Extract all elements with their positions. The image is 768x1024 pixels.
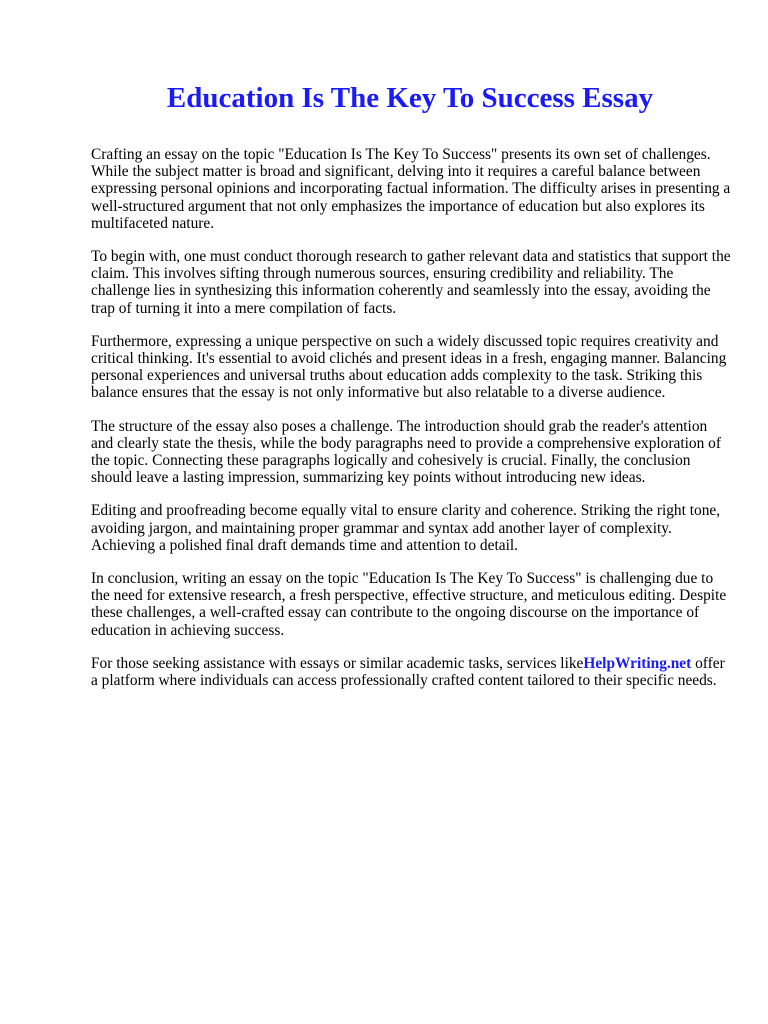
paragraph-7-rest: offer a platform where individuals can access professionally crafted content tailored to their specific needs.	[91, 654, 725, 690]
paragraph-4: The structure of the essay also poses a challenge. The introduction should grab the reader's attention and clearly state the thesis, while the body paragraphs need to provide a comprehensive exploration of the topic. Connecting these paragraphs logically and cohesively is crucial. Finally, the conclusion should leave a lasting impression, summarizing key points without introducing new ideas.	[91, 417, 721, 487]
paragraph-5: Editing and proofreading become equally vital to ensure clarity and coherence. Striking the right tone, avoiding jargon, and maintaining proper grammar and syntax add another layer of complexity. Achieving a polished final draft demands time and attention to detail.	[91, 502, 721, 554]
page-title: Education Is The Key To Success Essay	[166, 82, 654, 114]
paragraph-7	[91, 655, 731, 689]
paragraph-1: Crafting an essay on the topic "Education Is The Key To Success" presents its own set of challenges. While the subject matter is broad and significant, delving into it requires a careful balance between expressing personal opinions and incorporating factual information. The difficulty arises in presenting a well-structured argument that not only emphasizes the importance of education but also explores its multifaceted nature.	[91, 146, 731, 232]
paragraph-3: Furthermore, expressing a unique perspective on such a widely discussed topic requires creativity and critical thinking. It's essential to avoid clichés and present ideas in a fresh, engaging manner. Balancing personal experiences and universal truths about education adds complexity to the task. Striking this balance ensures that the essay is not only informative but also relatable to a diverse audience.	[91, 332, 727, 402]
paragraph-7-intro: For those seeking assistance with essays or similar academic tasks, services like	[91, 654, 584, 672]
paragraph-6: In conclusion, writing an essay on the topic "Education Is The Key To Success" is challenging due to the need for extensive research, a fresh perspective, effective structure, and meticulous editing. Despite these challenges, a well-crafted essay can contribute to the ongoing discourse on the importance of education in achieving success.	[91, 570, 727, 639]
paragraph-2: To begin with, one must conduct thorough research to gather relevant data and statistics that support the claim. This involves sifting through numerous sources, ensuring credibility and reliability. The challenge lies in synthesizing this information coherently and seamlessly into the essay, avoiding the trap of turning it into a mere compilation of facts.	[91, 248, 731, 317]
helpwriting-link[interactable]: HelpWriting.net	[583, 654, 692, 672]
essay-body	[91, 146, 731, 705]
